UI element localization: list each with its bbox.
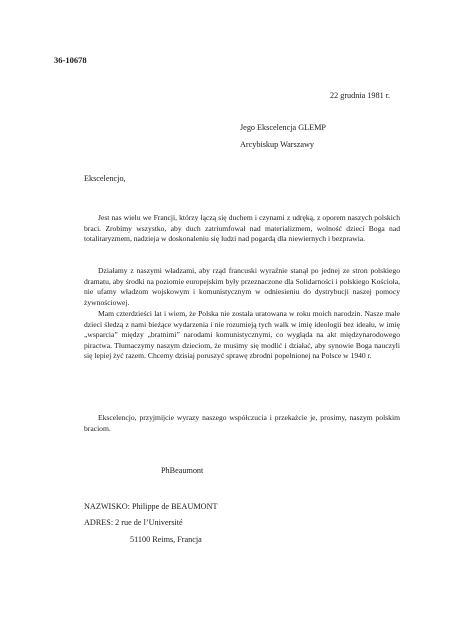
body-paragraph-3: Mam czterdzieści lat i wiem, że Polska nie została uratowana w roku moich narodzin. Nasze małe dzieci śledzą z nami bieżące wydarzenia i nie rozumieją tych walk w imię ideologii bez ideału, w imię „wsparcia” między „bratnimi” narodami komunistycznymi, co wygląda na akt międzynarodowego piractwa. Tłumaczymy naszym dzieciom, że musimy się modlić i działać, aby synowie Boga nauczyli się lepiej żyć razem. Chcemy dzisiaj poruszyć sprawę zbrodni popełnionej na Polsce w 1940 r. <box>84 309 400 361</box>
salutation: Ekscelencjo, <box>84 174 126 183</box>
recipient-title: Arcybiskup Warszawy <box>240 140 314 149</box>
recipient-name: Jego Ekscelencja GLEMP <box>240 123 326 132</box>
sender-name: NAZWISKO: Philippe de BEAUMONT <box>84 502 218 511</box>
letter-date: 22 grudnia 1981 r. <box>330 91 391 100</box>
reference-number: 36-10678 <box>54 55 87 65</box>
sender-address-line-2: 51100 Reims, Francja <box>130 535 202 544</box>
body-paragraph-1: Jest nas wielu we Francji, którzy łączą się duchem i czynami z udręką, z oporem naszych polskich braci. Zrobimy wszystko, aby duch zatriumfował nad materializmem, wolność dzieci Boga nad totalitaryzmem, nadzieja w doskonaleniu się ludzi nad pogardą dla niewiernych i bezprawia. <box>84 213 400 244</box>
sender-address-line-1: ADRES: 2 rue de l’Université <box>84 518 183 527</box>
signature: PhBeaumont <box>161 466 204 475</box>
body-paragraph-2: Działamy z naszymi władzami, aby rząd francuski wyraźnie stanął po jednej ze stron polskiego dramatu, aby środki na poziomie europejskim były przeznaczone dla Solidarności i polskiego Kościoła, nie ufamy władzom wojskowym i komunistycznym w odniesieniu do dystrybucji naszej pomocy żywnościowej. <box>84 266 400 307</box>
body-paragraph-4: Ekscelencjo, przyjmijcie wyrazy naszego współczucia i przekażcie je, prosimy, naszym polskim braciom. <box>84 413 400 433</box>
